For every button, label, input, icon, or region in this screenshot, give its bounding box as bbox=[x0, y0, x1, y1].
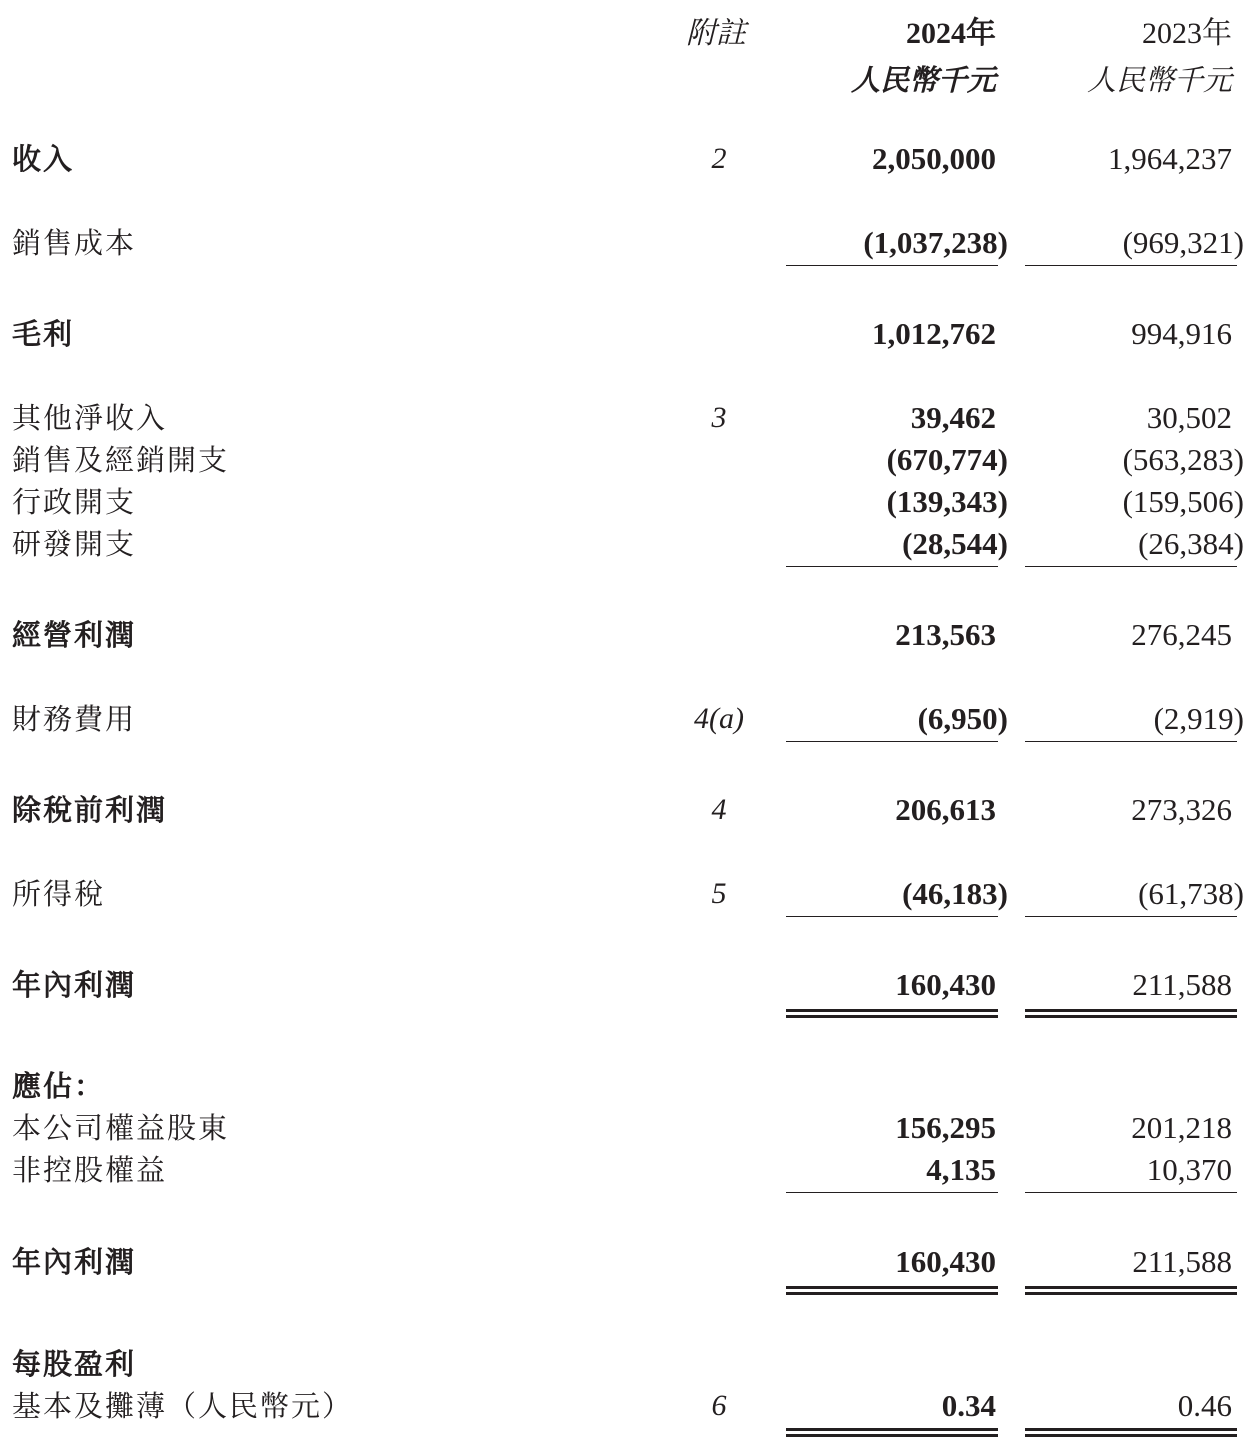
value-2024: 213,563 bbox=[895, 617, 996, 652]
table-row bbox=[0, 314, 1260, 354]
value-2024: 160,430 bbox=[895, 1244, 996, 1279]
row-label: 行政開支 bbox=[12, 485, 137, 519]
value-2024: (1,037,238) bbox=[863, 225, 1008, 260]
year-2024-label: 2024年 bbox=[906, 17, 996, 50]
table-row bbox=[0, 1344, 1260, 1384]
value-2023: (563,283) bbox=[1122, 442, 1244, 477]
value-2023: 201,218 bbox=[1131, 1110, 1232, 1145]
total-double-rule-2023 bbox=[1025, 1009, 1237, 1018]
subtotal-rule-2023 bbox=[1025, 916, 1237, 917]
total-double-rule-2024 bbox=[786, 1286, 998, 1295]
year-2024-header bbox=[851, 14, 996, 100]
value-2024: 39,462 bbox=[910, 400, 996, 435]
value-2024: (139,343) bbox=[886, 484, 1008, 519]
table-row bbox=[0, 440, 1260, 480]
row-label: 經營利潤 bbox=[12, 618, 137, 652]
subtotal-rule-2023 bbox=[1025, 1192, 1237, 1193]
value-2023: 211,588 bbox=[1132, 1244, 1232, 1279]
table-row bbox=[0, 965, 1260, 1005]
subtotal-rule-2024 bbox=[786, 566, 998, 567]
row-label: 研發開支 bbox=[12, 527, 137, 561]
value-2024: 2,050,000 bbox=[872, 141, 996, 176]
value-2024: 206,613 bbox=[895, 792, 996, 827]
value-2023: (2,919) bbox=[1153, 701, 1244, 736]
table-row bbox=[0, 482, 1260, 522]
row-label: 年內利潤 bbox=[12, 1245, 137, 1279]
row-note: 5 bbox=[711, 877, 727, 910]
subtotal-rule-2024 bbox=[786, 1192, 998, 1193]
table-row bbox=[0, 874, 1260, 914]
currency-2024-label: 人民幣千元 bbox=[850, 63, 996, 97]
value-2023: 994,916 bbox=[1131, 316, 1232, 351]
value-2023: 0.46 bbox=[1177, 1388, 1232, 1423]
value-2024: (46,183) bbox=[902, 876, 1008, 911]
table-row bbox=[0, 1386, 1260, 1426]
subtotal-rule-2024 bbox=[786, 265, 998, 266]
table-row bbox=[0, 615, 1260, 655]
row-note: 4 bbox=[711, 793, 727, 826]
subtotal-rule-2024 bbox=[786, 741, 998, 742]
row-label: 基本及攤薄（人民幣元） bbox=[12, 1389, 354, 1423]
total-double-rule-2023 bbox=[1025, 1286, 1237, 1295]
total-double-rule-2024 bbox=[786, 1009, 998, 1018]
value-2024: 160,430 bbox=[895, 967, 996, 1002]
row-label: 毛利 bbox=[12, 317, 75, 351]
table-row bbox=[0, 139, 1260, 179]
row-label: 年內利潤 bbox=[12, 968, 137, 1002]
table-row bbox=[0, 1066, 1260, 1106]
table-row bbox=[0, 790, 1260, 830]
total-double-rule-2023 bbox=[1025, 1428, 1237, 1437]
subtotal-rule-2023 bbox=[1025, 265, 1237, 266]
value-2024: 156,295 bbox=[895, 1110, 996, 1145]
value-2023: (159,506) bbox=[1122, 484, 1244, 519]
table-row bbox=[0, 398, 1260, 438]
value-2023: 10,370 bbox=[1146, 1152, 1232, 1187]
row-label: 所得稅 bbox=[12, 877, 106, 911]
row-label: 本公司權益股東 bbox=[12, 1111, 230, 1145]
currency-2023-label: 人民幣千元 bbox=[1086, 63, 1232, 97]
value-2023: 273,326 bbox=[1131, 792, 1232, 827]
row-label: 收入 bbox=[12, 142, 75, 176]
value-2023: (969,321) bbox=[1122, 225, 1244, 260]
row-note: 6 bbox=[711, 1389, 727, 1422]
subtotal-rule-2024 bbox=[786, 916, 998, 917]
row-label: 其他淨收入 bbox=[12, 401, 168, 435]
value-2024: (28,544) bbox=[902, 526, 1008, 561]
row-label: 銷售成本 bbox=[12, 226, 137, 260]
value-2023: 211,588 bbox=[1132, 967, 1232, 1002]
value-2023: (61,738) bbox=[1138, 876, 1244, 911]
value-2024: (670,774) bbox=[886, 442, 1008, 477]
value-2024: (6,950) bbox=[917, 701, 1008, 736]
value-2023: 276,245 bbox=[1131, 617, 1232, 652]
subtotal-rule-2023 bbox=[1025, 566, 1237, 567]
table-row bbox=[0, 524, 1260, 564]
year-2023-label: 2023年 bbox=[1142, 17, 1232, 50]
section-label: 每股盈利 bbox=[12, 1347, 137, 1381]
table-row bbox=[0, 1150, 1260, 1190]
value-2023: (26,384) bbox=[1138, 526, 1244, 561]
value-2023: 1,964,237 bbox=[1108, 141, 1232, 176]
value-2024: 0.34 bbox=[941, 1388, 996, 1423]
value-2024: 4,135 bbox=[926, 1152, 996, 1187]
year-2023-header bbox=[1087, 14, 1232, 100]
row-note: 3 bbox=[711, 401, 727, 434]
row-label: 除稅前利潤 bbox=[12, 793, 168, 827]
value-2023: 30,502 bbox=[1146, 400, 1232, 435]
value-2024: 1,012,762 bbox=[872, 316, 996, 351]
total-double-rule-2024 bbox=[786, 1428, 998, 1437]
row-note: 4(a) bbox=[694, 702, 744, 735]
section-label: 應佔： bbox=[12, 1069, 106, 1103]
table-row bbox=[0, 1242, 1260, 1282]
table-row bbox=[0, 1108, 1260, 1148]
table-row bbox=[0, 699, 1260, 739]
row-note: 2 bbox=[711, 142, 727, 175]
note-column-header: 附註 bbox=[686, 16, 746, 51]
table-row bbox=[0, 223, 1260, 263]
subtotal-rule-2023 bbox=[1025, 741, 1237, 742]
row-label: 非控股權益 bbox=[12, 1153, 168, 1187]
row-label: 銷售及經銷開支 bbox=[12, 443, 230, 477]
row-label: 財務費用 bbox=[12, 702, 137, 736]
